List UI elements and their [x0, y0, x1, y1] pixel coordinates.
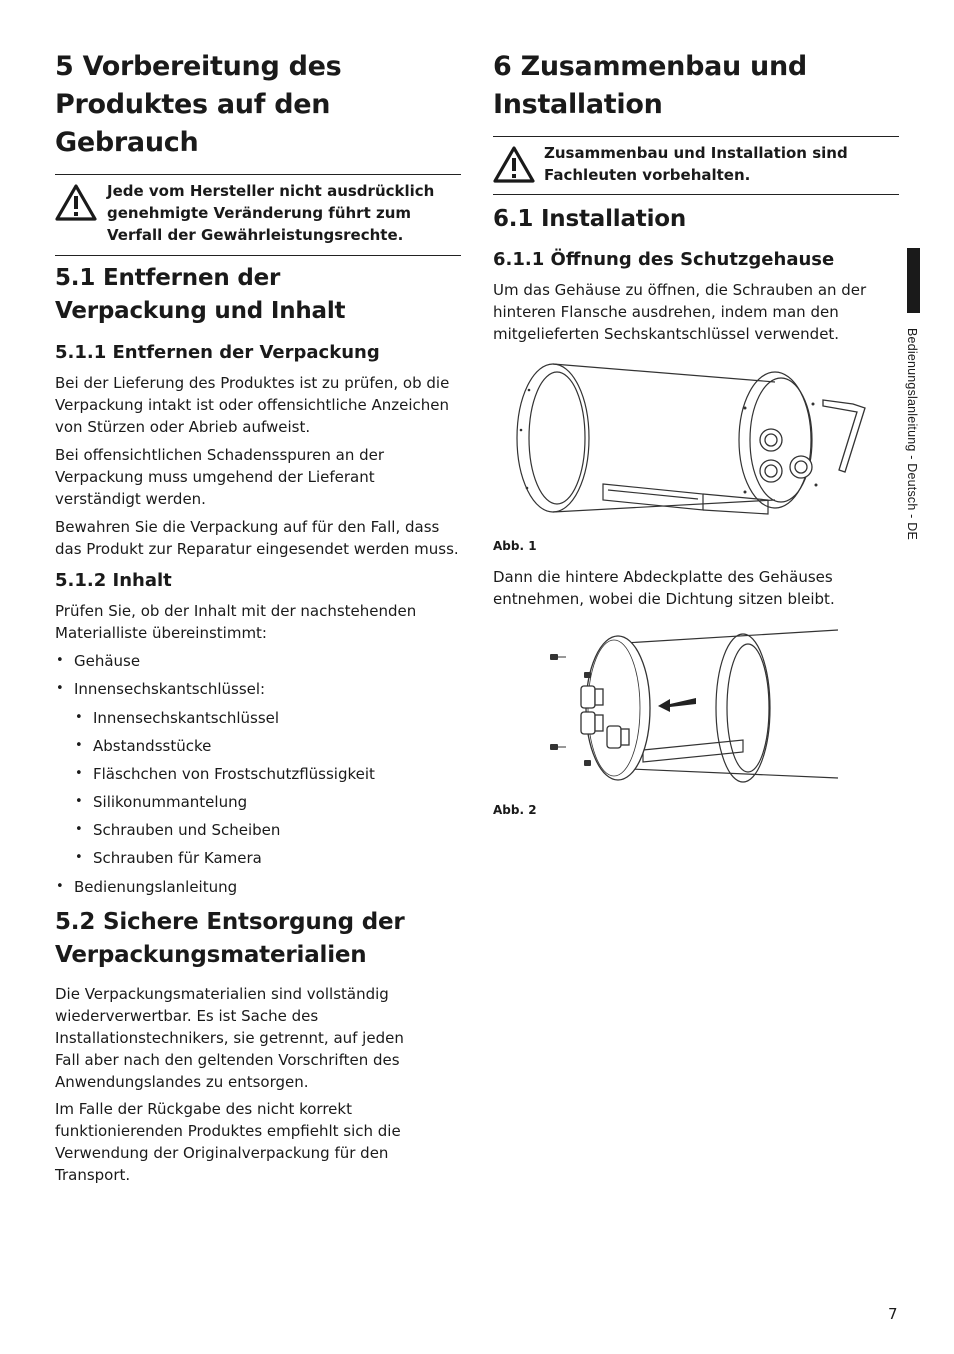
contents-list: [74, 650, 454, 700]
paragraph: Um das Gehäuse zu öffnen, die Schrauben an der hinteren Flansche ausdrehen, indem man den mitgelieferten Sechskantschlüssel verwendet.: [493, 281, 867, 343]
paragraph: Im Falle der Rückgabe des nicht korrekt funktionierenden Produktes empfiehlt sich die Verwendung der Originalverpackung für den Transport.: [55, 1100, 401, 1184]
warning-text-left: Jede vom Hersteller nicht ausdrücklich genehmigte Veränderung führt zum Verfall der Gewährleistungsrechte.: [107, 182, 435, 244]
section-5-2-heading: 5.2 Sichere Entsorgung der Verpackungsmaterialien: [55, 909, 405, 968]
figure-2-caption: Abb. 2: [493, 803, 537, 817]
contents-list-end: [74, 876, 454, 898]
section-5-1-2-heading: 5.1.2 Inhalt: [55, 570, 172, 591]
warning-box-left: [55, 174, 461, 256]
paragraph: Bei der Lieferung des Produktes ist zu prüfen, ob die Verpackung intakt ist oder offensichtliche Anzeichen von Stürzen oder Abrieb aufweist.: [55, 374, 450, 436]
list-item: • Schrauben und Scheiben: [93, 819, 453, 841]
contents-sublist: [93, 707, 453, 869]
side-label: Bedienungslanleitung - Deutsch - DE: [905, 328, 919, 540]
section-6-1-1-heading: 6.1.1 Öffnung des Schutzgehause: [493, 249, 835, 270]
section-5-1-1-heading: 5.1.1 Entfernen der Verpackung: [55, 342, 380, 363]
page-number: 7: [888, 1305, 898, 1323]
warning-triangle-icon: [493, 146, 535, 184]
list-item: • Innensechskantschlüssel:: [74, 678, 454, 700]
list-item: • Silikonummantelung: [93, 791, 453, 813]
paragraph: Die Verpackungsmaterialien sind vollständig wiederverwertbar. Es ist Sache des Installationstechnikers, sie getrennt, auf jeden Fall aber nach den geltenden Vorschriften des Anwendungslandes zu entsorgen.: [55, 985, 404, 1091]
paragraph: Bei offensichtlichen Schadensspuren an der Verpackung muss umgehend der Lieferant verständigt werden.: [55, 446, 385, 508]
list-item: • Abstandsstücke: [93, 735, 453, 757]
section-5-heading: 5 Vorbereitung des Produktes auf den Gebrauch: [55, 51, 342, 158]
list-item: • Gehäuse: [74, 650, 454, 672]
list-item: • Fläschchen von Frostschutzflüssigkeit: [93, 763, 453, 785]
section-6-heading: 6 Zusammenbau und Installation: [493, 51, 807, 120]
section-5-1-heading: 5.1 Entfernen der Verpackung und Inhalt: [55, 265, 346, 324]
list-item: • Innensechskantschlüssel: [93, 707, 453, 729]
figure-2-cover-plate-illustration: [548, 628, 838, 788]
figure-1-caption: Abb. 1: [493, 539, 537, 553]
chapter-tab-marker: [907, 248, 920, 313]
figure-1-housing-illustration: [513, 360, 883, 520]
paragraph: Bewahren Sie die Verpackung auf für den Fall, dass das Produkt zur Reparatur eingesendet werden muss.: [55, 518, 459, 558]
warning-box-right: [493, 136, 899, 195]
warning-triangle-icon: [55, 184, 97, 222]
section-6-1-heading: 6.1 Installation: [493, 206, 687, 232]
list-item: • Bedienungslanleitung: [74, 876, 454, 898]
paragraph: Dann die hintere Abdeckplatte des Gehäuses entnehmen, wobei die Dichtung sitzen bleibt.: [493, 568, 835, 608]
list-item: • Schrauben für Kamera: [93, 847, 453, 869]
paragraph: Prüfen Sie, ob der Inhalt mit der nachstehenden Materialliste übereinstimmt:: [55, 602, 417, 642]
warning-text-right: Zusammenbau und Installation sind Fachleuten vorbehalten.: [544, 144, 848, 184]
